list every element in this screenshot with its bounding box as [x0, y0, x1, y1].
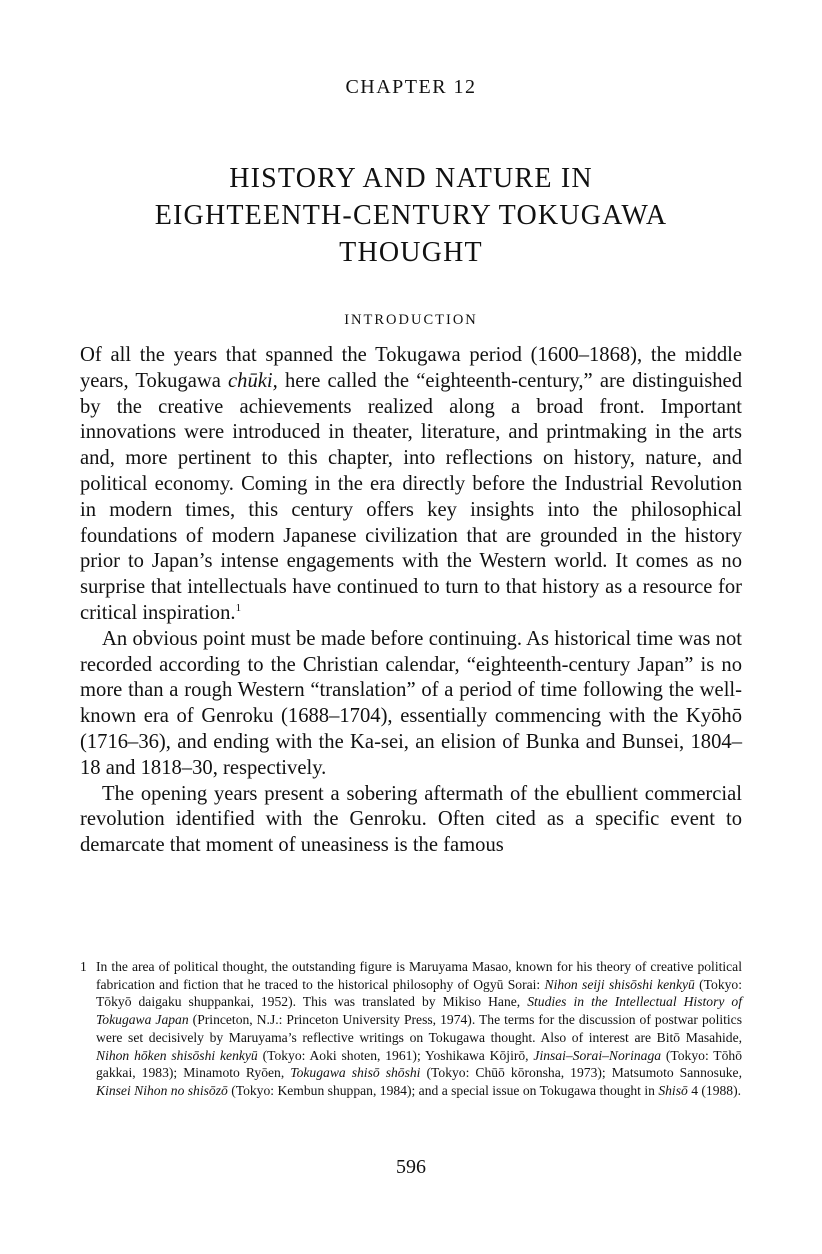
footnote-segment: 4 (1988). — [687, 1082, 742, 1098]
page-number: 596 — [396, 1156, 426, 1178]
paragraph: An obvious point must be made before continuing. As historical time was not recorded according to the Christian calendar, “eighteenth-century Japan” is no more than a rough Western “translation” of a period of time following the well-known era of Genroku (1688–1704), essentially commencing with the Kyōhō (1716–36), and ending with the Ka-sei, an elision of Bunka and Bunsei, 1804–18 and 1818–30, respectively. — [80, 627, 742, 779]
footnote-number: 1 — [80, 959, 87, 974]
footnote-title: Studies in the Intellectual History of Tokugawa Japan — [96, 994, 742, 1028]
footnote-reference[interactable]: 1 — [235, 602, 242, 615]
section-heading: INTRODUCTION — [344, 312, 478, 328]
paragraph — [80, 343, 742, 627]
footnote-segment: (Tokyo: Tōkyō daigaku shuppankai, 1952). This was translated by Mikiso Hane, — [96, 976, 742, 1010]
title-line: THOUGHT — [339, 237, 483, 268]
paragraph-text: here called the “eighteenth-century,” are distinguished by the creative achievements realized along a broad front. Important innovations were introduced in theater, literature, and printmaking in the arts and, more pertinent to this chapter, into reflections on history, nature, and political economy. Coming in the era directly before the Industrial Revolution in modern times, this century offers key insights into the philosophical foundations of modern Japanese civilization that are grounded in the history prior to Japan’s intense engagements with the Western world. It comes as no surprise that intellectuals have continued to turn to that history as a resource for critical inspiration. — [80, 369, 742, 624]
footnote-title: Nihon seiji shisōshi kenkyū — [544, 976, 695, 992]
footnote-segment: (Tokyo: Kembun shuppan, 1984); and a special issue on Tokugawa thought in — [227, 1082, 659, 1098]
footnote-title: Shisō — [658, 1082, 688, 1098]
footnotes — [80, 958, 742, 1100]
paragraph-text: Of all the years that spanned the Tokugawa period (1600–1868), the middle years, Tokugawa — [80, 344, 742, 392]
footnote — [80, 958, 742, 1100]
footnote-title: Tokugawa shisō shōshi — [290, 1065, 421, 1081]
footnote-segment: (Princeton, N.J.: Princeton University Press, 1974). The terms for the discussion of postwar politics were set decisively by Maruyama’s reflective writings on Tokugawa thought. Also of interest are Bitō Masahide, — [96, 1012, 742, 1045]
footnote-title: Jinsai–Sorai–Norinaga — [533, 1047, 662, 1063]
footnote-segment: In the area of political thought, the outstanding figure is Maruyama Masao, known for his theory of creative political fabrication and fiction that he traced to the historical philosophy of Ogyū Sorai: — [96, 959, 742, 992]
title-line: HISTORY AND NATURE IN — [229, 163, 593, 194]
italic-term: chūki, — [228, 369, 278, 392]
paragraph: The opening years present a sobering aftermath of the ebullient commercial revolution identified with the Genroku. Often cited as a specific event to demarcate that moment of uneasiness is the famous — [80, 782, 742, 857]
footnote-segment: (Tokyo: Chūō kōronsha, 1973); Matsumoto Sannosuke, — [420, 1065, 742, 1081]
body-text — [80, 343, 742, 859]
footnote-title: Nihon hōken shisōshi kenkyū — [96, 1047, 258, 1063]
title-line: EIGHTEENTH-CENTURY TOKUGAWA — [154, 200, 668, 231]
footnote-text — [96, 958, 742, 1100]
footnote-segment: (Tokyo: Tōhō gakkai, 1983); Minamoto Ryōen, — [96, 1047, 743, 1081]
chapter-title — [0, 160, 822, 271]
chapter-label: CHAPTER 12 — [345, 76, 477, 98]
footnote-title: Kinsei Nihon no shisōzō — [96, 1082, 228, 1098]
footnote-segment: (Tokyo: Aoki shoten, 1961); Yoshikawa Kōjirō, — [257, 1047, 534, 1063]
